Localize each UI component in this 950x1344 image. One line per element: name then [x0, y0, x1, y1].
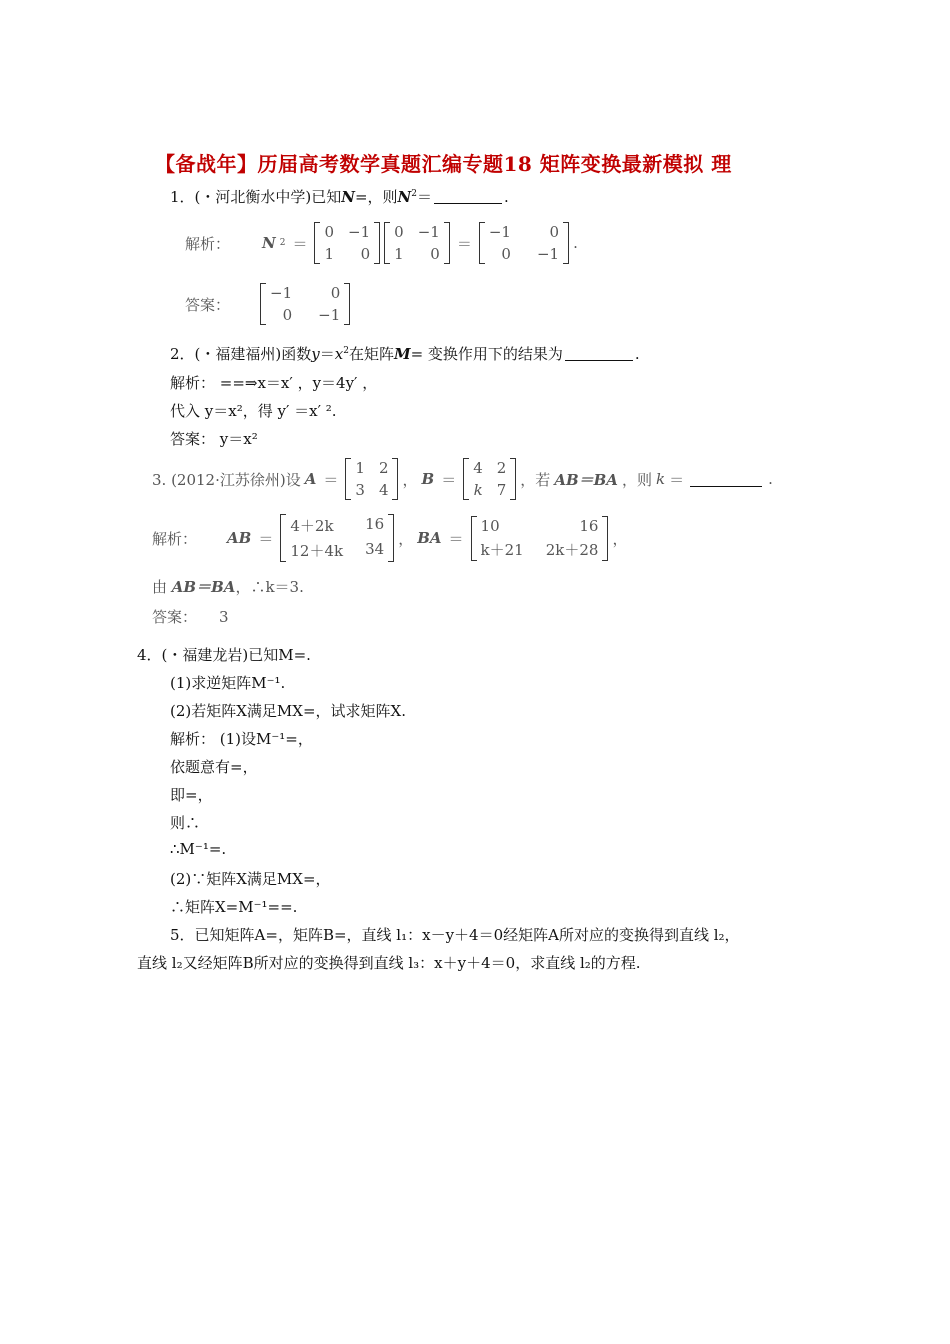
- q2-substitute: 代入 y＝x²，得 y′ ＝x′ ².: [170, 402, 337, 420]
- q1-question: 1．(・河北衡水中学)已知N=，则$N^2=$ .: [170, 188, 509, 206]
- q2-question: 2．(・福建福州)函数$y=x^2$在矩阵M= 变换作用下的结果为 .: [170, 345, 640, 363]
- q2-answer: 答案： y＝x²: [170, 430, 258, 448]
- q2-analysis: 解析： ==⇒x＝x′ ，y＝4y′ ，: [170, 374, 378, 392]
- q4-part2: (2)若矩阵X满足MX=，试求矩阵X.: [170, 702, 406, 720]
- q5-question-line-2: 直线 l₂又经矩阵B所对应的变换得到直线 l₃：x＋y＋4＝0，求直线 l₂的方程.: [137, 954, 641, 972]
- q1-matrix-2: 0 −1 1 0: [384, 222, 450, 264]
- q1-answer: 答案： −1 0 0 −1: [185, 283, 350, 325]
- page-title: 【备战年】历届高考数学真题汇编专题18 矩阵变换最新模拟 理: [155, 152, 732, 176]
- q4-step-4: ∴M⁻¹=.: [170, 840, 227, 858]
- q3-analysis: 解析： AB ＝ 4＋2k 16 12＋4k 34 ， BA ＝ 10 16 k＋21 2k＋28 ，: [152, 515, 628, 560]
- q4-step-3: 则∴: [170, 814, 201, 832]
- q3-matrix-b: 4 2 k 7: [463, 458, 516, 500]
- q3-matrix-ab: 4＋2k 16 12＋4k 34: [280, 514, 394, 562]
- q3-matrix-ba: 10 16 k＋21 2k＋28: [471, 516, 609, 561]
- q3-question: 3. (2012·江苏徐州)设 A ＝ 1 2 3 4 ， B ＝ 4 2 k 7 ，若 AB＝BA ，则 k ＝ .: [152, 459, 773, 499]
- q4-analysis: 解析： (1)设M⁻¹=，: [170, 730, 313, 748]
- answer-blank: [434, 189, 502, 204]
- q4-step-1: 依题意有=，: [170, 758, 258, 776]
- q1-analysis: 解析： N 2 ＝ 0 −1 1 0 0 −1 1 0 ＝ −1 0 0 −1 .: [185, 223, 578, 263]
- q4-part1: (1)求逆矩阵M⁻¹.: [170, 674, 286, 692]
- q1-matrix-1: 0 −1 1 0: [314, 222, 380, 264]
- answer-blank: [690, 472, 762, 487]
- q5-question-line-1: 5．已知矩阵A=，矩阵B=，直线 l₁：x－y＋4＝0经矩阵A所对应的变换得到直线 l₂，: [170, 926, 740, 944]
- answer-blank: [565, 346, 633, 361]
- q1-answer-matrix: −1 0 0 −1: [260, 283, 350, 325]
- q4-question: 4．(・福建龙岩)已知M=.: [137, 646, 311, 664]
- q4-step-2: 即=，: [170, 786, 213, 804]
- q3-answer: 答案： 3: [152, 608, 229, 626]
- q3-conclusion: 由 AB＝BA，∴k＝3.: [152, 578, 304, 596]
- q4-step-6: ∴矩阵X=M⁻¹==.: [170, 898, 298, 916]
- q3-matrix-a: 1 2 3 4: [345, 458, 398, 500]
- q4-step-5: (2)∵矩阵X满足MX=，: [170, 870, 331, 888]
- q1-matrix-3: −1 0 0 −1: [479, 222, 569, 264]
